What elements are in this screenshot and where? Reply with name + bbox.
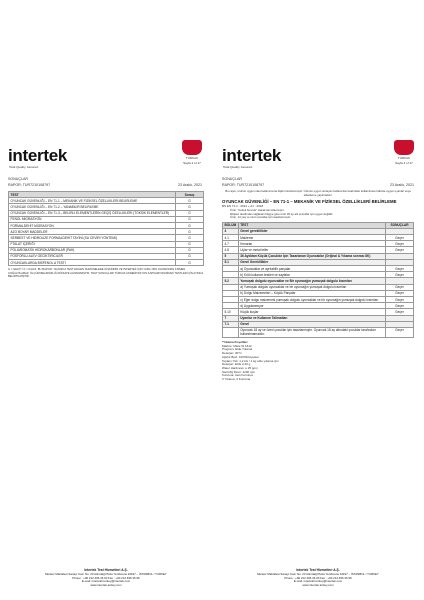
row-section: 7.1	[223, 321, 239, 327]
results-table	[8, 191, 204, 266]
standard-note: Ürün, 14 yaş ve üzeri çocuklar için tasarlanmıştır.	[230, 215, 291, 220]
row-section	[223, 327, 239, 337]
row-result: G	[176, 222, 204, 228]
results-summary	[8, 191, 204, 279]
row-test: OYUNCAK GÜVENLİĞİ – EN 71-3 – BELİRLİ ELEMENTLERİN GEÇİŞ ÖZELLİKLERİ (TOKSİK ELEMENTLER)	[9, 210, 176, 216]
row-section: 5	[223, 253, 239, 259]
row-test: Küçük kuşlar	[238, 309, 385, 315]
footer-address: Merkez Mahallesi Sanayi Cad. No: 23 Altındağ Plaza Yenibosna 34197 – İSTANBUL / TURKEY	[257, 571, 379, 576]
header-result: SONUÇLAR	[386, 222, 414, 228]
page-footer	[0, 569, 212, 588]
footer-email: E-mail: intertektr.turkey@intertek.com	[81, 579, 131, 584]
report-page-right	[212, 0, 424, 600]
badge-caption: TÜRKAK	[397, 156, 411, 160]
row-test: Uyarılar ve Kullanım Talimatları	[238, 315, 385, 321]
row-section: 7	[223, 315, 239, 321]
condition-line: Makine: Miele W 1612	[222, 343, 252, 348]
test-detail	[222, 190, 414, 382]
row-result: Geçer	[386, 241, 414, 247]
turkak-seal-icon	[182, 140, 202, 155]
condition-line: Toplam Yük: 1,2 kG / 1 kg elde yıkama için	[222, 358, 279, 363]
row-test: Yumuşak dolgulu oyuncaklar ve Bir oyuncağın yumuşak dolgulu kısımları	[238, 278, 385, 284]
row-result: G	[176, 204, 204, 210]
header-section: BÖLÜM	[224, 223, 237, 228]
row-section: 4	[223, 228, 239, 234]
conditions-list	[222, 345, 414, 382]
footer-address: Merkez Mahallesi Sanayi Cad. No: 23 Altındağ Plaza Yenibosna 34197 – İSTANBUL / TURKEY	[45, 571, 167, 576]
row-section: 4.7	[223, 241, 239, 247]
row-test: Oyuncak 18 ay ve üzeri çocuklar için tasarlanmıştır. Oyuncak 18 ay altındaki çocuklar tarafından kullanılmamalıdır.	[238, 327, 385, 337]
row-result: G	[176, 260, 204, 266]
row-result: Geçer	[386, 309, 414, 315]
results-label: SONUÇLAR	[8, 177, 28, 181]
row-test: b) Dolgu Malzemeleri – Küçük Parçalar	[238, 290, 385, 296]
footer-company: Intertek Test Hizmetleri A.Ş.	[84, 568, 128, 573]
footer-company: Intertek Test Hizmetleri A.Ş.	[296, 568, 340, 573]
condition-line: Kurutma: Asılı Kurutma	[222, 373, 253, 378]
row-test: FORMALDEHİT MİGRASYON	[9, 222, 176, 228]
footer-web: www.intertek-turkey.com	[302, 583, 334, 588]
row-result: G	[176, 235, 204, 241]
row-result: Geçer	[386, 303, 414, 309]
row-result: Geçer	[386, 272, 414, 278]
row-section: 4.8	[223, 247, 239, 253]
row-result: G	[176, 247, 204, 253]
row-test: AZO BOYAR MADDELER	[9, 229, 176, 235]
row-test: OYUNCAK GÜVENLİĞİ – EN 71-2 – YANABİLİR BELİRLEME	[9, 204, 176, 210]
row-result: Geçer	[386, 290, 414, 296]
table-row	[223, 327, 414, 337]
report-number: RAPOR: TUR7210108797	[222, 183, 265, 187]
row-test: POLİAROMATİK HİDROKARBONLAR (PAH)	[9, 247, 176, 253]
header-test: TEST	[9, 192, 176, 198]
turkak-seal-icon	[394, 140, 414, 155]
row-test: Malzeme	[238, 235, 385, 241]
row-section: 5.2	[223, 278, 239, 284]
report-number: RAPOR: TUR7210108797	[8, 183, 51, 187]
turkak-badge	[394, 140, 414, 168]
badge-caption: TÜRKAK	[185, 156, 199, 160]
detail-body	[223, 228, 414, 337]
row-test: Genel gereklilikler	[238, 228, 385, 234]
row-test: a) Yumuşak dolgulu oyuncaklar ve bir oyuncağın yumuşak dolgulu kısımları	[238, 284, 385, 290]
page-number: Sayfa 4 of 17	[395, 161, 413, 165]
row-result: G	[176, 198, 204, 204]
standard-notes	[222, 209, 414, 220]
header-test: TEST	[238, 222, 385, 228]
condition-line: Deterjan: ECE A 20 g	[222, 362, 251, 367]
condition-line: Santrifüj Devri: 1200 rpm	[222, 369, 256, 374]
footer-email: E-mail: intertektr.turkey@intertek.com	[293, 579, 343, 584]
row-test: OYUNCAKLARDA BİSFENOL A TESTİ	[9, 260, 176, 266]
row-test: SERBEST VE HİDROLİZE FORMALDEHİT TAYİNİ (SU CEVİRİ YÖNTEMİ)	[9, 235, 176, 241]
row-result: G	[176, 210, 204, 216]
intertek-logo: intertek	[8, 146, 68, 165]
row-result: G	[176, 229, 204, 235]
results-note: G = GEÇTİ / K = KALDI. BU RAPOR, YALNIZCA TEST EDİLEN NUMUNELERE İLİŞKİNDİR VE İNTERTEK İÇİN YAZILI İZİN OLMAKSIZIN KISMEN ÇOĞALTILAMAZ. ÖLÇÜM BELİRSİZLİĞİ DİKKATE ALINMAMIŞTIR. TEST SONUÇLARI TÜRKAK AKREDİTASYON KAPSAMI DIŞINDAKİ TESTLER İÇİN AYRICA BELİRTİLMİŞTİR.	[8, 268, 204, 279]
row-result: Geçer	[386, 327, 414, 337]
condition-line: Deterjan: 30°C	[222, 351, 242, 356]
row-test: FTALAT İÇERİĞİ	[9, 241, 176, 247]
footer-web: www.intertek-turkey.com	[90, 583, 122, 588]
row-result: G	[176, 241, 204, 247]
logo-tagline: Total Quality. Assured.	[9, 165, 39, 169]
row-result: Geçer	[386, 284, 414, 290]
footer-contact: Phone : +90 212 496 46 00 Fax : +90 212 496 46 99	[284, 575, 352, 580]
row-test: c) Eğer dolgu malzemesi yumuşak dolgulu oyuncaklar ve bir oyuncağın yumuşak dolgulu kısımları	[238, 296, 385, 302]
condition-line: Water Hardness: ≤ 25 ppm	[222, 365, 258, 370]
row-test: 36 Aylıktan Küçük Çocuklar İçin Tasarlanan Oyuncaklar (Orijinal & Yıkama sonrası 8K)	[238, 253, 385, 259]
washing-conditions	[222, 341, 414, 382]
test-standard: BS EN 71-1 : 2014 + A1 : 2018	[222, 204, 264, 209]
condition-line: 3 Yıkama, 3 Kurutma	[222, 377, 251, 382]
table-row	[9, 260, 204, 266]
row-test: d) Uygulanmıyor	[238, 303, 385, 309]
standard-note: Ürün: "bebek boncuk" olarak tanımlanmıştır.	[230, 208, 285, 213]
row-result: Geçer	[386, 266, 414, 272]
page-footer	[212, 569, 424, 588]
condition-line: Ağırlık Bezi: 100%Polyester	[222, 354, 260, 359]
test-title: OYUNCAK GÜVENLİĞİ – EN 71-1 – MEKANİK VE FİZİKSEL ÖZELLİKLERİ BELİRLEME	[222, 199, 397, 205]
row-result: Geçer	[386, 247, 414, 253]
row-test: b) Kötü kullanım testleri ve sayfalar	[238, 272, 385, 278]
row-test: FENOL MİGRASYON	[9, 216, 176, 222]
header-result: Sonuç	[176, 192, 204, 198]
row-test: Genel	[238, 321, 385, 327]
report-date: 23 Aralık, 2021	[178, 183, 202, 187]
logo-tagline: Total Quality. Assured.	[223, 165, 253, 169]
page-number: Sayfa 2 of 17	[183, 161, 201, 165]
row-result: Geçer	[386, 296, 414, 302]
row-test: Kenarlar	[238, 241, 385, 247]
footer-contact: Phone : +90 212 496 46 00 Fax : +90 212 496 46 99	[72, 575, 140, 580]
conditions-title: *Yıkama Koşulları:	[222, 340, 249, 345]
row-test: FOSFORLU ALEV GECİKTİRİCİLER	[9, 253, 176, 259]
row-result: G	[176, 216, 204, 222]
row-section: 5.10	[223, 309, 239, 315]
row-result: Geçer	[386, 235, 414, 241]
detail-table	[222, 222, 414, 338]
row-section: 5.1	[223, 259, 239, 265]
row-result: G	[176, 253, 204, 259]
row-test: Genel Gereklilikler	[238, 259, 385, 265]
results-label: SONUÇLAR	[222, 177, 242, 181]
row-test: a) Oyuncaklar ve ayrılabilir parçalar	[238, 266, 385, 272]
report-date: 23 Aralık, 2021	[390, 183, 414, 187]
row-test: Uçlar ve metal teller	[238, 247, 385, 253]
results-body	[9, 198, 204, 266]
standard-note: Müşteri tarafından sağlanan bilgiye göre ürün 36 ay altı çocuklar için uygun değildir.	[230, 211, 334, 216]
row-test: OYUNCAK GÜVENLİĞİ – EN 71-1 – MEKANİK VE FİZİKSEL ÖZELLİKLERİ BELİRLEME	[9, 198, 176, 204]
row-section: 4.1	[223, 235, 239, 241]
intertek-logo: intertek	[222, 146, 282, 165]
turkak-badge	[182, 140, 202, 168]
condition-line: Program: Elde Yıkama	[222, 347, 253, 352]
intro-text: Bu rapor, ürünün uygun olan kullanıcısına ilişkin hazırlanmıştır. Ürünün uygun olmayan kullanıcılar tarafından kullanılması halinde uygun uyarılar veya etiketleme yapılmalıdır.	[225, 189, 411, 197]
